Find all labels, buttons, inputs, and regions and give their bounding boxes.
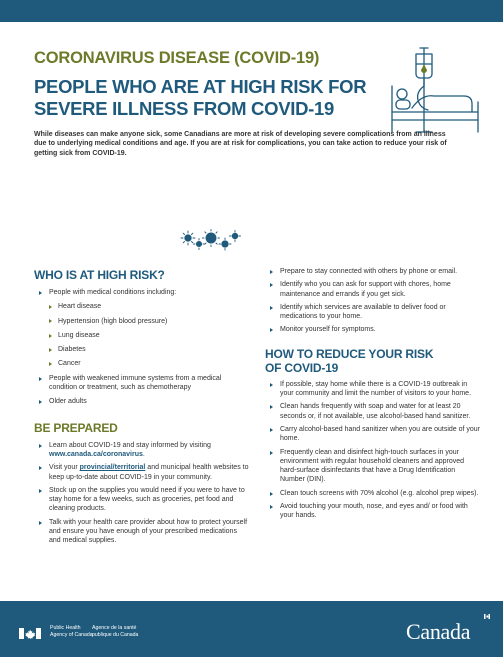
prepared-item-text: . [142, 450, 145, 458]
condition-item: Heart disease [34, 302, 249, 311]
document-title: CORONAVIRUS DISEASE (COVID-19) [34, 49, 320, 67]
reduce-item: Clean touch screens with 70% alcohol (e.g. alcohol prep wipes). [265, 489, 480, 498]
subtitle-line-2: SEVERE ILLNESS FROM COVID-19 [34, 98, 334, 119]
coronavirus-link[interactable]: www.canada.ca/coronavirus [49, 450, 143, 458]
hospital-bed-icon [382, 46, 482, 136]
prepared-item-stock: Stock up on the supplies you would need if you were to have to stay home for a few weeks, such as groceries, pet food and cleaning products. [34, 486, 249, 514]
prepared-item-text: and municipal health websites to keep up-to-date about COVID-19 in your community. [49, 464, 249, 481]
agency-en-line-2: Agency of Canada [50, 631, 93, 638]
canada-wordmark: Canada [406, 619, 471, 644]
reduce-item: If possible, stay home while there is a COVID-19 outbreak in your community and limit the number of visitors to your home. [265, 380, 480, 399]
prepared-item-services: Identify which services are available to deliver food or medications to your home. [265, 303, 480, 322]
reduce-item: Clean hands frequently with soap and water for at least 20 seconds or, if not available, use alcohol-based hand sanitizer. [265, 402, 480, 421]
who-item-conditions [34, 288, 249, 369]
canada-flag-icon [19, 628, 41, 639]
prepared-item-connected: Prepare to stay connected with others by phone or email. [265, 267, 480, 276]
prepared-item-learn [34, 441, 249, 460]
who-item-immune: People with weakened immune systems from a medical condition or treatment, such as chemotherapy [34, 374, 249, 393]
prepared-item-support: Identify who you can ask for support with chores, home maintenance and errands if you get sick. [265, 280, 480, 299]
provincial-territorial-link[interactable]: provincial/territorial [79, 464, 146, 472]
prepared-heading: BE PREPARED [34, 420, 118, 435]
footer-bar [0, 601, 503, 657]
agency-fr-line-2: publique du Canada [92, 631, 139, 638]
prepared-item-text: Learn about COVID-19 and stay informed by visiting [49, 441, 211, 449]
reduce-heading-line-1: HOW TO REDUCE YOUR RISK [265, 346, 434, 361]
reduce-item: Frequently clean and disinfect high-touch surfaces in your environment with regular household cleaners and approved hard-surface disinfectants that have a Drug Identification Number (DIN). [265, 448, 480, 485]
document-subtitle [34, 76, 374, 120]
prepared-item-visit [34, 463, 249, 482]
reduce-item: Carry alcohol-based hand sanitizer when you are outside of your home. [265, 425, 480, 444]
prepared-list [34, 441, 249, 546]
conditions-list [34, 302, 249, 368]
wordmark-flag-icon [484, 614, 490, 619]
condition-item: Hypertension (high blood pressure) [34, 317, 249, 326]
condition-item: Cancer [34, 359, 249, 368]
who-item-label: People with medical conditions including: [49, 289, 177, 296]
who-heading: WHO IS AT HIGH RISK? [34, 268, 165, 282]
reduce-heading [265, 347, 480, 375]
prepared-item-monitor: Monitor yourself for symptoms. [265, 325, 480, 334]
condition-item: Lung disease [34, 331, 249, 340]
reduce-list [265, 380, 480, 521]
agency-name-en [50, 625, 93, 638]
agency-en-line-1: Public Health [50, 625, 81, 631]
virus-icon [180, 229, 242, 251]
prepared-item-text: Visit your [49, 464, 80, 472]
condition-item: Diabetes [34, 345, 249, 354]
left-column [34, 268, 249, 546]
agency-name-fr [92, 625, 138, 638]
intro-paragraph: While diseases can make anyone sick, some Canadians are more at risk of developing severe complications from an illness due to underlying medical conditions and age. If you are at risk for complications, you can take action to reduce your risk of getting sick from COVID-19. [34, 131, 447, 157]
right-column [265, 268, 480, 521]
reduce-heading-line-2: OF COVID-19 [265, 360, 339, 375]
prepared-item-talk: Talk with your health care provider about how to protect yourself and ensure you have enough of your prescribed medications and medical supplies. [34, 518, 249, 546]
subtitle-line-1: PEOPLE WHO ARE AT HIGH RISK FOR [34, 76, 367, 97]
reduce-item: Avoid touching your mouth, nose, and eyes and/ or food with your hands. [265, 502, 480, 521]
top-banner [0, 0, 503, 22]
who-item-older: Older adults [34, 397, 249, 406]
agency-fr-line-1: Agence de la santé [92, 625, 137, 631]
who-list [34, 288, 249, 407]
prepared-continued-list [265, 267, 480, 335]
